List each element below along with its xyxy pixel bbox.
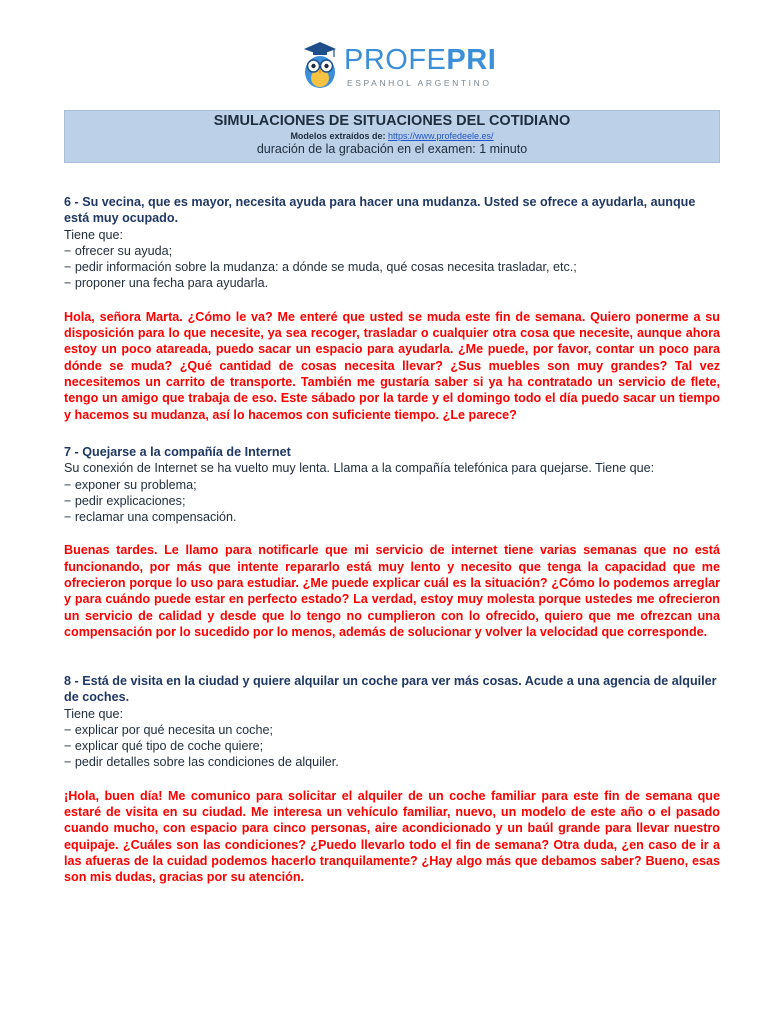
page-title: SIMULACIONES DE SITUACIONES DEL COTIDIANO bbox=[213, 113, 571, 129]
task-item: − ofrecer su ayuda; bbox=[64, 243, 173, 258]
models-source bbox=[65, 131, 719, 141]
header-banner bbox=[64, 110, 720, 163]
recording-duration: duración de la grabación en el examen: 1 minuto bbox=[256, 142, 528, 156]
task-intro: Tiene que: bbox=[64, 227, 124, 242]
section-6 bbox=[64, 194, 720, 423]
model-answer: Buenas tardes. Le llamo para notificarle que mi servicio de internet tiene varias semanas que no está funcionando, por más que intente repararlo está muy lento y necesito que tenga la capacidad que me ofrecieron porque lo uso para estudiar. ¿Me puede explicar cuál es la situación? ¿Cómo lo podemos arreglar y para cuándo puede estar en perfecto estado? La verdad, estoy muy molesta porque ustedes me ofrecieron un servicio de calidad y desde que lo tengo no cumplieron con lo ofrecido, quiero que me ofrezcan una compensación por lo sucedido por lo menos, además de solucionar y volver la velocidad que corresponde. bbox=[64, 543, 720, 639]
logo-subtitle: ESPANHOL ARGENTINO bbox=[347, 78, 492, 88]
section-7 bbox=[64, 444, 720, 640]
owl-graduation-icon bbox=[300, 40, 340, 90]
task-item: − explicar qué tipo de coche quiere; bbox=[64, 739, 264, 754]
section-number: 6 - bbox=[64, 195, 79, 209]
section-title-text: Su vecina, que es mayor, necesita ayuda para hacer una mudanza. Usted se ofrece a ayudarla, aunque está muy ocupado. bbox=[64, 195, 696, 226]
task-item: − proponer una fecha para ayudarla. bbox=[64, 276, 269, 291]
task-item: − exponer su problema; bbox=[64, 477, 197, 492]
model-answer: ¡Hola, buen día! Me comunico para solicitar el alquiler de un coche familiar para este fin de semana que estaré de visita en su ciudad. Me interesa un vehículo familiar, nuevo, un modelo de este año o el pasado cuando mucho, con espacio para cinco personas, aire acondicionado y un baúl grande para llevar nuestro equipaje. ¿Cuáles son las condiciones? ¿Puedo llevarlo todo el fin de semana? Otra duda, ¿en caso de ir a las afueras de la cuidad podemos hacerlo tranquilamente? ¿Hay algo más que debamos saber? Bueno, esas son mis dudas, gracias por su atención. bbox=[64, 788, 720, 885]
task-item: − reclamar una compensación. bbox=[64, 510, 237, 525]
section-title-text: Está de visita en la ciudad y quiere alquilar un coche para ver más cosas. Acude a una agencia de alquiler de coches. bbox=[64, 674, 717, 705]
task-intro: Su conexión de Internet se ha vuelto muy lenta. Llama a la compañía telefónica para quejarse. Tiene que: bbox=[64, 461, 655, 476]
section-8 bbox=[64, 673, 720, 886]
section-title bbox=[64, 194, 720, 227]
task-intro: Tiene que: bbox=[64, 706, 124, 721]
model-answer: Hola, señora Marta. ¿Cómo le va? Me enteré que usted se muda este fin de semana. Quiero ponerme a su disposición para lo que necesite, ya sea recoger, trasladar o cualquier otra cosa que necesite, aunque ahora estoy un poco atareada, puedo sacar un espacio para ayudarla. ¿Me puede, por favor, contar un poco para dónde se muda? ¿Qué cantidad de cosas necesita llevar? ¿Sus muebles son muy grandes? Tal vez necesitemos un carrito de transporte. También me gustaría saber si ya ha contratado un servicio de flete, tengo un amigo que trabaja de eso. Este sábado por la tarde y el domingo todo el día puedo sacar un tiempo y hacemos su mudanza, así lo hacemos con suficiente tiempo. ¿Le parece? bbox=[64, 309, 720, 422]
section-number: 7 - bbox=[64, 445, 79, 459]
section-title-text: Quejarse a la compañía de Internet bbox=[82, 445, 291, 459]
task-item: − explicar por qué necesita un coche; bbox=[64, 722, 273, 737]
section-number: 8 - bbox=[64, 674, 79, 688]
section-title bbox=[64, 673, 720, 706]
models-label: Modelos extraídos de: bbox=[290, 131, 386, 141]
task-item: − pedir detalles sobre las condiciones de alquiler. bbox=[64, 755, 339, 770]
models-link[interactable]: https://www.profedeele.es/ bbox=[387, 131, 494, 141]
task-item: − pedir explicaciones; bbox=[64, 493, 186, 508]
logo-wordmark: PROFEPRI bbox=[344, 44, 497, 76]
task-item: − pedir información sobre la mudanza: a dónde se muda, qué cosas necesita trasladar, etc.; bbox=[64, 260, 577, 275]
profepri-logo bbox=[300, 40, 497, 92]
section-title bbox=[64, 444, 720, 460]
